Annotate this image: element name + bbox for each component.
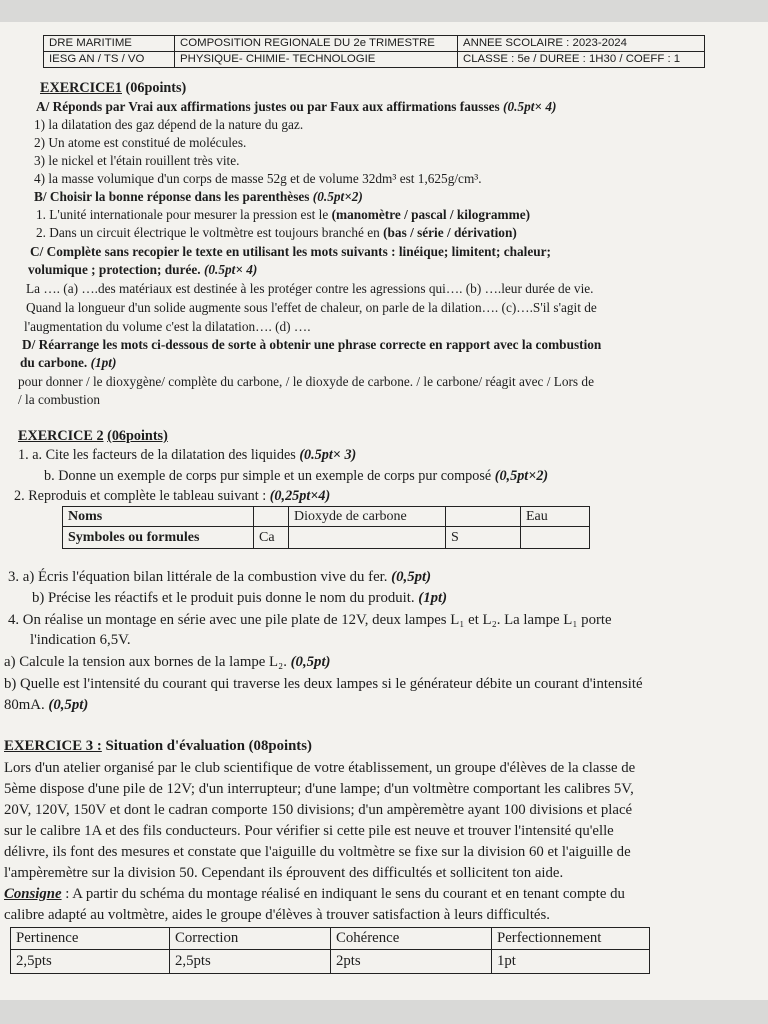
ex2-table-header-symboles: Symboles ou formules [63, 527, 254, 549]
header-institution: DRE MARITIME [44, 36, 175, 52]
ex3-subtitle: Situation d'évaluation (08points) [105, 738, 312, 754]
ex2-table-cell: Eau [521, 507, 590, 527]
grid-header-perfectionnement: Perfectionnement [492, 928, 650, 950]
ex2-q4b-line-2: 80mA. (0,5pt) [4, 697, 89, 713]
ex3-heading [4, 736, 312, 756]
ex2-title: EXERCICE 2 [18, 428, 104, 444]
ex3-consigne: Consigne : A partir du schéma du montage réalisé en indiquant le sens du courant et en tenant compte du [4, 886, 625, 902]
ex3-title: EXERCICE 3 : [4, 738, 102, 754]
ex1-b-item-1: 1. L'unité internationale pour mesurer la pression est le (manomètre / pascal / kilogramme) [36, 207, 531, 222]
ex1-heading [40, 79, 186, 97]
ex3-consigne-line-2: calibre adapté au voltmètre, aides le groupe d'élèves à trouver satisfaction à leurs difficultés. [4, 907, 550, 923]
ex2-q3b: b) Précise les réactifs et le produit puis donne le nom du produit. (1pt) [32, 590, 448, 606]
header-subject: PHYSIQUE- CHIMIE- TECHNOLOGIE [175, 52, 458, 68]
ex2-heading [18, 427, 168, 445]
ex2-q4a: a) Calcule la tension aux bornes de la lampe L₂. (0,5pt) [4, 654, 331, 670]
ex1-d-words-line: / la combustion [18, 392, 100, 407]
ex3-grading-grid [10, 927, 650, 974]
ex3-paragraph-line: délivre, ils font des mesures et constate que l'aiguille du voltmètre se fixe sur la division 60 et l'aiguille de [4, 844, 631, 860]
ex1-c-text-line: La …. (a) ….des matériaux est destinée à les protéger contre les agressions qui…. (b) ….leur durée de vie. [26, 281, 594, 296]
ex3-paragraph-line: l'ampèremètre sur la division 50. Cependant ils éprouvent des difficultés et sollicitent ton aide. [4, 865, 564, 881]
ex1-title: EXERCICE1 [40, 80, 122, 96]
ex1-a-item: 2) Un atome est constitué de molécules. [34, 135, 247, 150]
ex3-paragraph-line: 5ème dispose d'une pile de 12V; d'un interrupteur; d'une lampe; d'un voltmètre comportant les calibres 5V, [4, 781, 634, 797]
ex3-paragraph-line: 20V, 120V, 150V et dont le cadran comporte 150 divisions; d'un ampèremètre ayant 100 divisions et placé [4, 802, 633, 818]
header-school: IESG AN / TS / VO [44, 52, 175, 68]
ex1-c-text-line: Quand la longueur d'un solide augmente sous l'effet de chaleur, on parle de la dilation…. (c)….S'il s'agit de [26, 300, 597, 315]
ex2-q4-line: 4. On réalise un montage en série avec une pile plate de 12V, deux lampes L₁ et L₂. La lampe L₁ porte [8, 612, 612, 628]
ex1-a-item: 3) le nickel et l'étain rouillent très vite. [34, 153, 240, 168]
grid-header-coherence: Cohérence [331, 928, 492, 950]
header-school-year: ANNEE SCOLAIRE : 2023-2024 [458, 36, 705, 52]
ex2-table-header-noms: Noms [63, 507, 254, 527]
ex2-table-cell [289, 527, 446, 549]
ex3-paragraph-line: sur le calibre 1A et des fils conducteurs. Pour vérifier si cette pile est neuve et trouver l'intensité qu'elle [4, 823, 614, 839]
ex1-d-words-line: pour donner / le dioxygène/ complète du carbone, / le dioxyde de carbone. / le carbone/ réagit avec / Lors de [18, 374, 594, 389]
exam-sheet [0, 22, 768, 1000]
consigne-label: Consigne [4, 886, 62, 902]
ex1-b-heading: B/ Choisir la bonne réponse dans les parenthèses (0.5pt×2) [34, 189, 363, 204]
ex1-a-heading: A/ Réponds par Vrai aux affirmations justes ou par Faux aux affirmations fausses (0.5pt× 4) [36, 99, 557, 114]
ex2-table-cell [254, 507, 289, 527]
ex1-d-heading-2: du carbone. (1pt) [20, 355, 117, 370]
ex2-q4b-line: b) Quelle est l'intensité du courant qui traverse les deux lampes si le générateur débite un courant d'intensité [4, 676, 643, 692]
ex1-d-heading-1: D/ Réarrange les mots ci-dessous de sorte à obtenir une phrase correcte en rapport avec la combustion [22, 337, 602, 352]
ex2-table-cell: Dioxyde de carbone [289, 507, 446, 527]
ex1-b-item-2: 2. Dans un circuit électrique le voltmètre est toujours branché en (bas / série / dérivation) [36, 225, 517, 240]
grid-header-correction: Correction [170, 928, 331, 950]
ex1-c-heading-2: volumique ; protection; durée. (0.5pt× 4) [28, 262, 258, 277]
ex2-table-cell [521, 527, 590, 549]
ex2-points: (06points) [107, 428, 168, 444]
ex2-q1a: 1. a. Cite les facteurs de la dilatation des liquides (0.5pt× 3) [18, 447, 357, 463]
exam-header-table [43, 35, 705, 68]
grid-value-pertinence: 2,5pts [11, 950, 170, 974]
grid-value-correction: 2,5pts [170, 950, 331, 974]
ex2-q1b: b. Donne un exemple de corps pur simple et un exemple de corps pur composé (0,5pt×2) [44, 468, 549, 484]
header-exam-title: COMPOSITION REGIONALE DU 2e TRIMESTRE [175, 36, 458, 52]
ex2-q3a: 3. a) Écris l'équation bilan littérale de la combustion vive du fer. (0,5pt) [8, 569, 432, 585]
ex2-table [62, 506, 590, 549]
ex3-paragraph-line: Lors d'un atelier organisé par le club scientifique de votre établissement, un groupe d'élèves de la classe de [4, 760, 636, 776]
ex2-table-cell: S [446, 527, 521, 549]
grid-value-coherence: 2pts [331, 950, 492, 974]
ex1-points: (06points) [125, 80, 187, 96]
ex2-q4-line: l'indication 6,5V. [30, 632, 131, 648]
grid-value-perfectionnement: 1pt [492, 950, 650, 974]
ex1-a-item: 1) la dilatation des gaz dépend de la nature du gaz. [34, 117, 304, 132]
ex2-q2: 2. Reproduis et complète le tableau suivant : (0,25pt×4) [14, 488, 331, 504]
ex1-a-item: 4) la masse volumique d'un corps de masse 52g et de volume 32dm³ est 1,625g/cm³. [34, 171, 482, 186]
ex1-c-heading-1: C/ Complète sans recopier le texte en utilisant les mots suivants : linéique; limitent; chaleur; [30, 244, 551, 259]
ex1-c-text-line: l'augmentation du volume c'est la dilatation…. (d) …. [24, 319, 311, 334]
header-class-info: CLASSE : 5e / DUREE : 1H30 / COEFF : 1 [458, 52, 705, 68]
grid-header-pertinence: Pertinence [11, 928, 170, 950]
ex2-table-cell [446, 507, 521, 527]
ex2-table-cell: Ca [254, 527, 289, 549]
